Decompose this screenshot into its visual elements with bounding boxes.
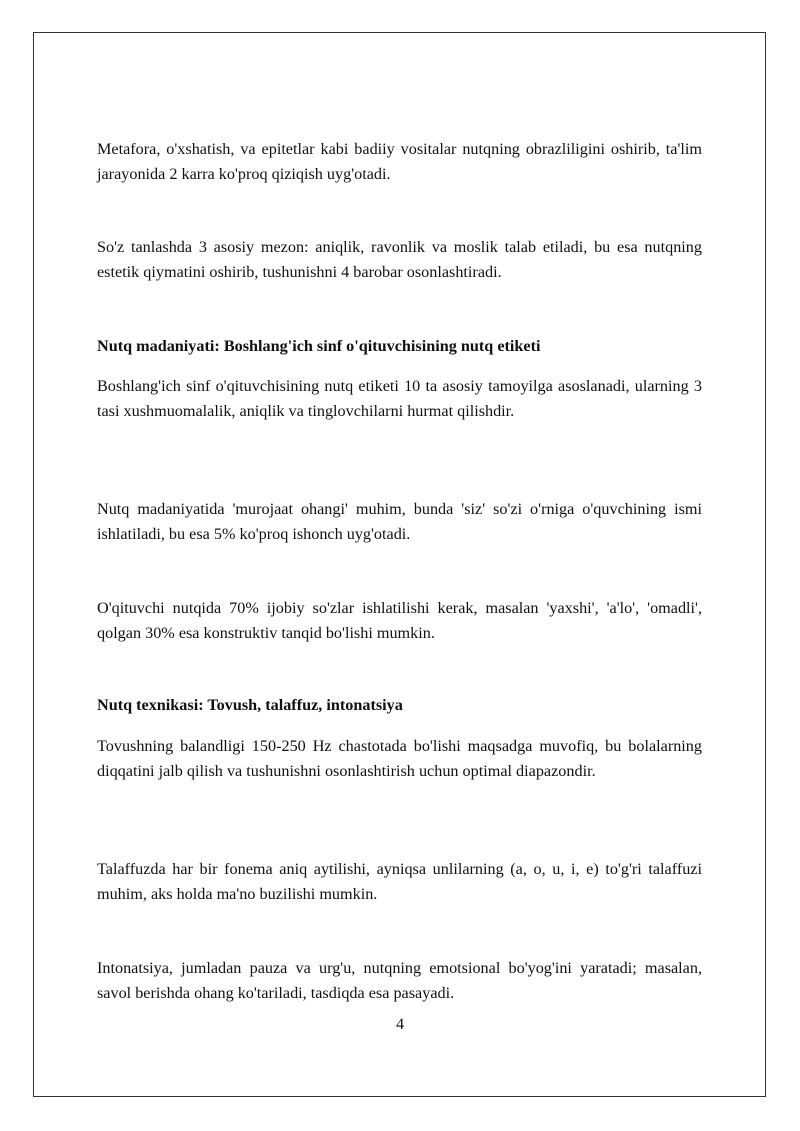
section-heading-nutq-texnikasi: Nutq texnikasi: Tovush, talaffuz, intonatsiya	[97, 696, 403, 714]
page-number: 4	[395, 1015, 405, 1033]
paragraph-talaffuz: Talaffuzda har bir fonema aniq aytilishi, ayniqsa unlilarning (a, o, u, i, e) to'g'ri talaffuzi muhim, aks holda ma'no buzilishi mumkin.	[97, 860, 702, 903]
paragraph-intonatsiya: Intonatsiya, jumladan pauza va urg'u, nutqning emotsional bo'yog'ini yaratadi; masalan, savol berishda ohang ko'tariladi, tasdiqda esa pasayadi.	[97, 959, 702, 1002]
paragraph-nutq-etiketi: Boshlang'ich sinf o'qituvchisining nutq etiketi 10 ta asosiy tamoyilga asoslanadi, ularning 3 tasi xushmuomalalik, aniqlik va tinglovchilarni hurmat qilishdir.	[97, 377, 702, 420]
paragraph-murojaat-ohangi: Nutq madaniyatida 'murojaat ohangi' muhim, bunda 'siz' so'zi o'rniga o'quvchining ismi ishlatiladi, bu esa 5% ko'proq ishonch uyg'otadi.	[97, 500, 702, 543]
paragraph-soz-tanlash: So'z tanlashda 3 asosiy mezon: aniqlik, ravonlik va moslik talab etiladi, bu esa nutqning estetik qiymatini oshirib, tushunishni 4 barobar osonlashtiradi.	[97, 238, 702, 281]
page-border	[33, 32, 766, 1097]
paragraph-metafora: Metafora, o'xshatish, va epitetlar kabi badiiy vositalar nutqning obrazliligini oshirib, ta'lim jarayonida 2 karra ko'proq qiziqish uyg'otadi.	[97, 140, 702, 183]
paragraph-ijobiy-sozlar: O'qituvchi nutqida 70% ijobiy so'zlar ishlatilishi kerak, masalan 'yaxshi', 'a'lo', 'omadli', qolgan 30% esa konstruktiv tanqid bo'lishi mumkin.	[97, 599, 702, 642]
section-heading-nutq-madaniyati: Nutq madaniyati: Boshlang'ich sinf o'qituvchisining nutq etiketi	[97, 337, 541, 355]
paragraph-tovush-balandligi: Tovushning balandligi 150-250 Hz chastotada bo'lishi maqsadga muvofiq, bu bolalarning diqqatini jalb qilish va tushunishni osonlashtirish uchun optimal diapazondir.	[97, 737, 702, 780]
